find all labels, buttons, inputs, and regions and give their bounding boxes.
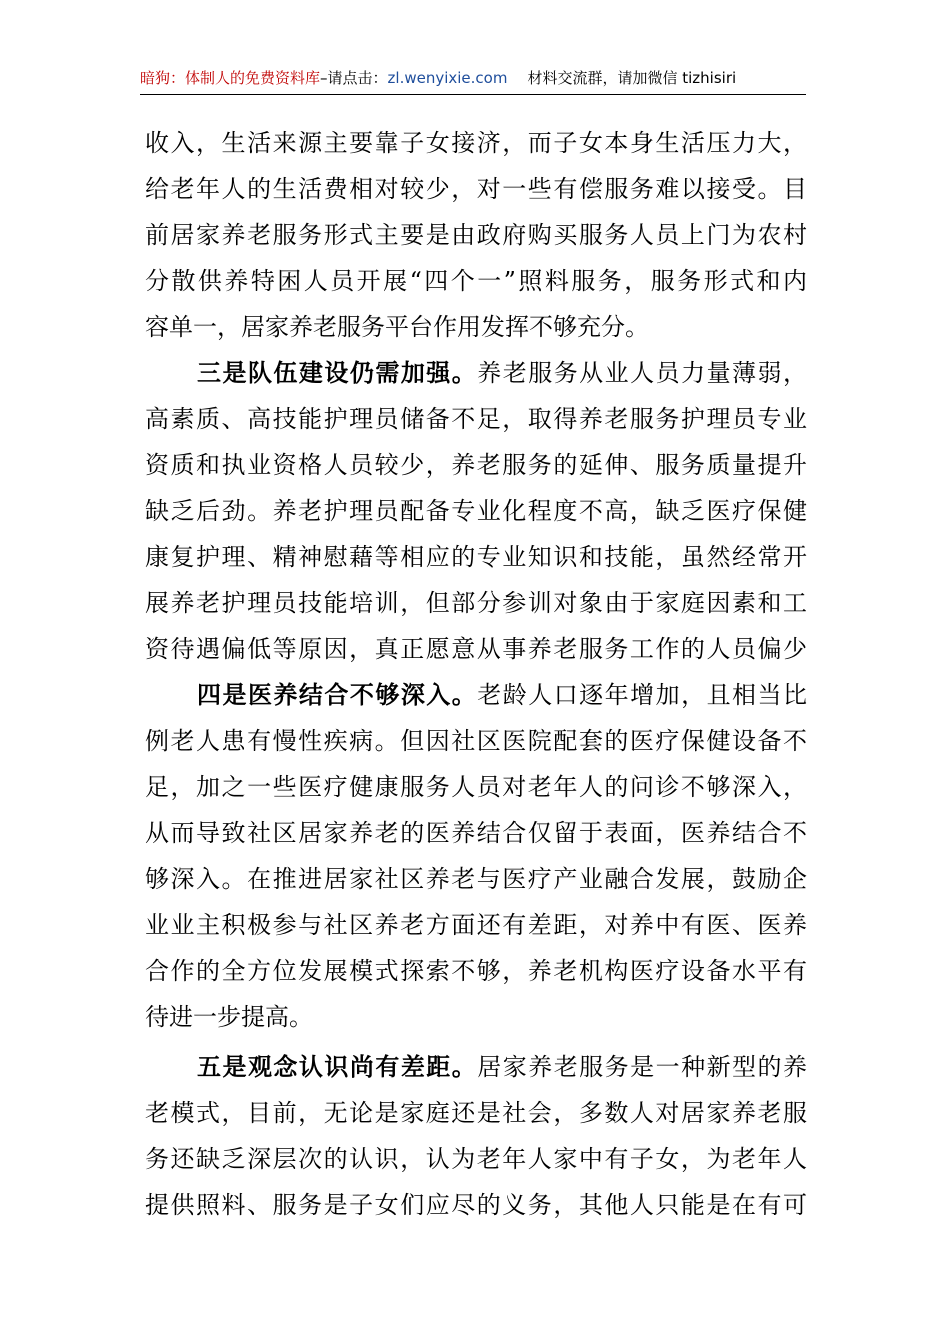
text-line: 提供照料、服务是子女们应尽的义务，其他人只能是在有可 [145,1191,807,1219]
header-prompt: –请点击： [320,69,388,87]
text-line: 足，加之一些医疗健康服务人员对老年人的问诊不够深入， [145,773,807,801]
paragraph-first-line [145,672,807,718]
text-line: 康复护理、精神慰藉等相应的专业知识和技能，虽然经常开 [145,543,807,571]
text-line: 高素质、高技能护理员储备不足，取得养老服务护理员专业 [145,405,807,433]
text-line: 务还缺乏深层次的认识，认为老年人家中有子女，为老年人 [145,1145,807,1173]
text-line: 待进一步提高。 [145,1003,313,1031]
text-line: 展养老护理员技能培训，但部分参训对象由于家庭因素和工 [145,589,807,617]
text-line: 例老人患有慢性疾病。但因社区医院配套的医疗保健设备不 [145,727,807,755]
text-line: 前居家养老服务形式主要是由政府购买服务人员上门为农村 [145,221,807,249]
text-line: 缺乏后劲。养老护理员配备专业化程度不高，缺乏医疗保健 [145,497,807,525]
paragraph-first-line [145,1044,807,1090]
text-line: 合作的全方位发展模式探索不够，养老机构医疗设备水平有 [145,957,807,985]
document-body [145,120,807,1228]
paragraph-heading: 五是观念认识尚有差距。 [197,1053,478,1081]
text-line: 分散供养特困人员开展“四个一”照料服务，服务形式和内 [145,267,807,295]
text-line: 容单一，居家养老服务平台作用发挥不够充分。 [145,313,649,341]
text-line: 业业主积极参与社区养老方面还有差距，对养中有医、医养 [145,911,807,939]
paragraph-income [145,120,807,350]
paragraph-first-line [145,350,807,396]
page-header [140,62,806,95]
paragraph-first-line-text: 老龄人口逐年增加，且相当比 [477,681,807,709]
paragraph-team-building [145,350,807,672]
text-line: 资质和执业资格人员较少，养老服务的延伸、服务质量提升 [145,451,807,479]
text-line: 收入，生活来源主要靠子女接济，而子女本身生活压力大， [145,129,807,157]
paragraph-first-line-text: 居家养老服务是一种新型的养 [477,1053,807,1081]
header-brand: 暗狗：体制人的免费资料库 [140,69,321,87]
header-link[interactable]: zl.wenyixie.com [387,69,508,87]
text-line: 资待遇偏低等原因，真正愿意从事养老服务工作的人员偏少 [145,635,807,663]
text-line: 够深入。在推进居家社区养老与医疗产业融合发展，鼓励企 [145,865,807,893]
paragraph-awareness [145,1044,807,1228]
paragraph-medical-care [145,672,807,1040]
header-contact: 材料交流群，请加微信 tizhisiri [527,69,737,87]
paragraph-heading: 四是医养结合不够深入。 [197,681,478,709]
paragraph-heading: 三是队伍建设仍需加强。 [197,359,478,387]
text-line: 老模式，目前，无论是家庭还是社会，多数人对居家养老服 [145,1099,807,1127]
paragraph-first-line-text: 养老服务从业人员力量薄弱， [477,359,807,387]
text-line: 给老年人的生活费相对较少，对一些有偿服务难以接受。目 [145,175,807,203]
text-line: 从而导致社区居家养老的医养结合仅留于表面，医养结合不 [145,819,807,847]
